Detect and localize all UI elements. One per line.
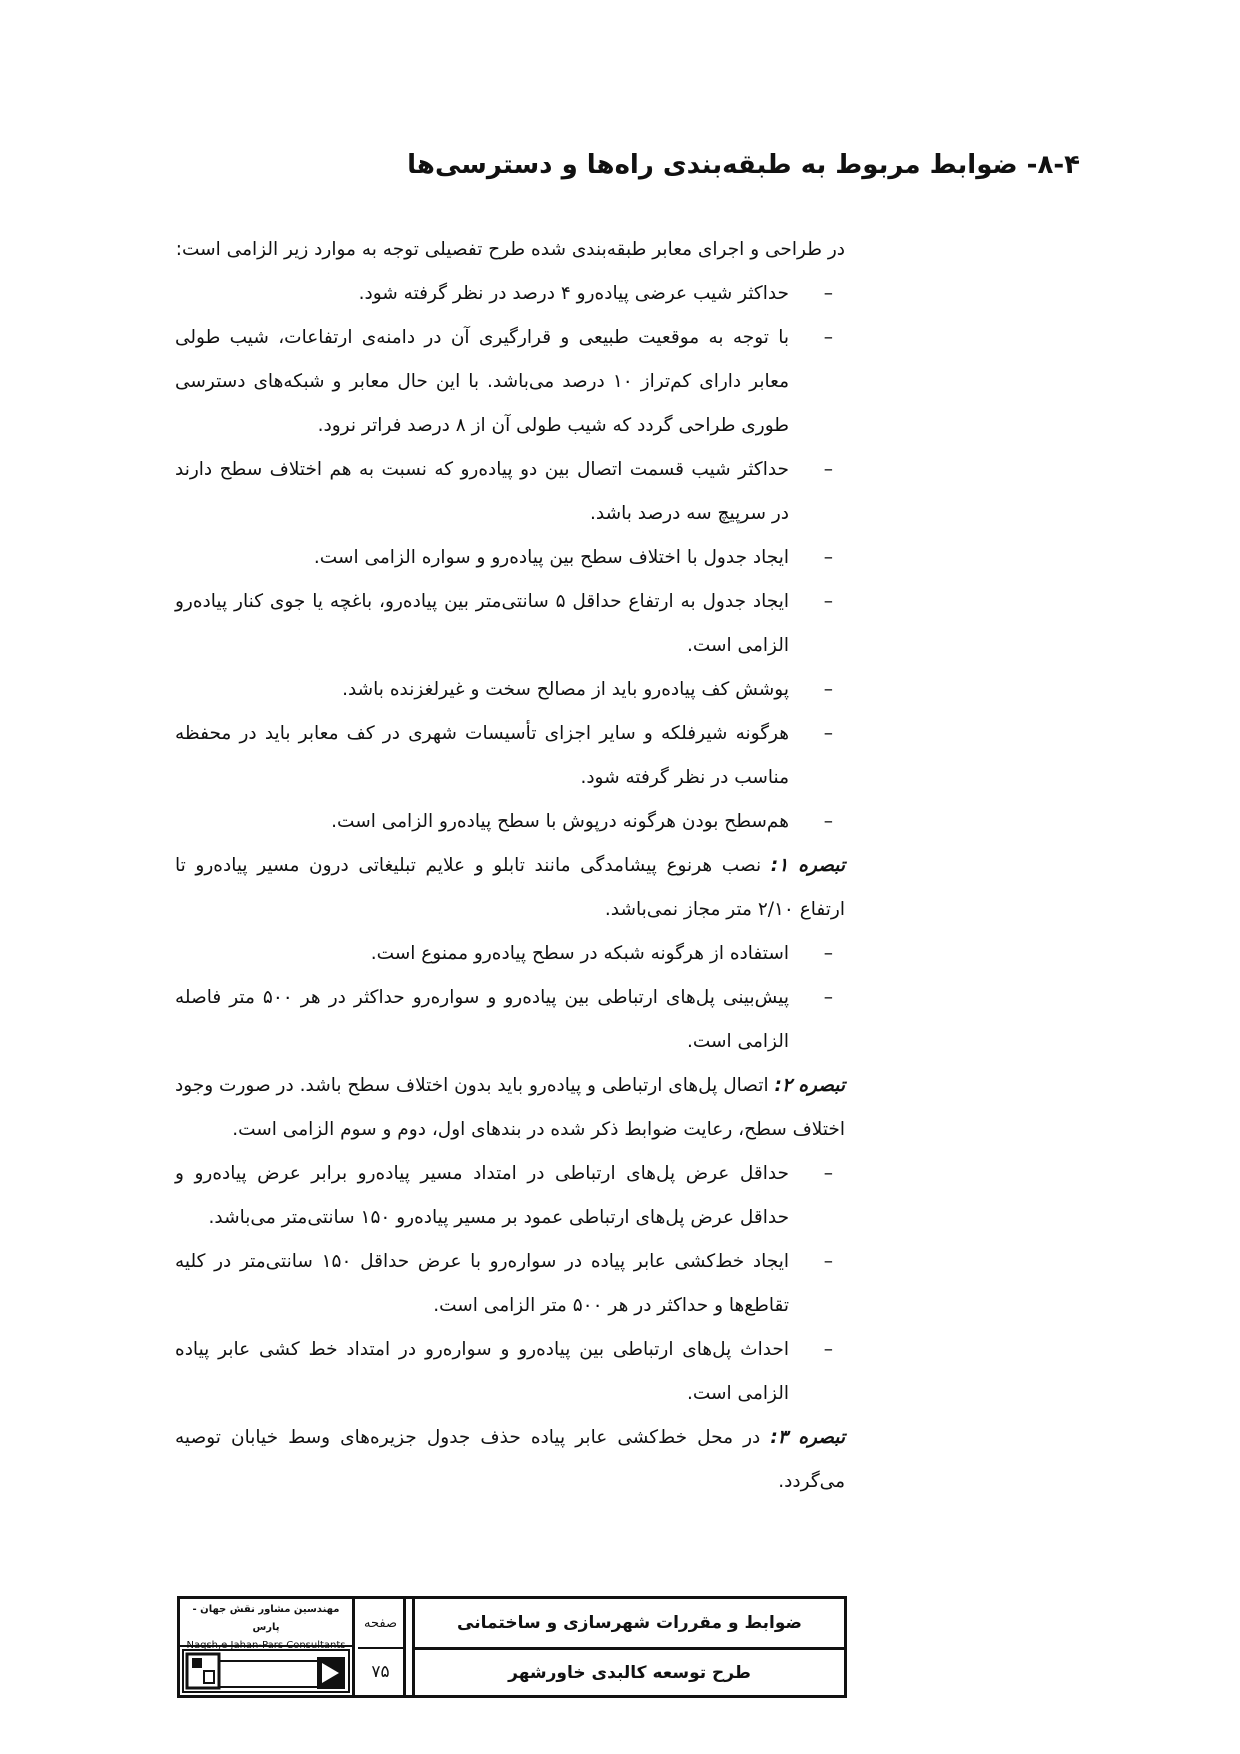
firm-cell [180,1599,355,1695]
titles-cell [412,1599,844,1695]
document-title: ضوابط و مقررات شهرسازی و ساختمانی [415,1599,844,1650]
list-item: – پیش‌بینی پل‌های ارتباطی بین پیاده‌رو و سواره‌رو حداکثر در هر ۵۰۰ متر فاصله الزامی است. [175,976,845,1064]
note-3 [175,1416,845,1504]
title-block [177,1596,847,1698]
section-heading: ۸-۴- ضوابط مربوط به طبقه‌بندی راه‌ها و دسترسی‌ها [407,150,1080,180]
list-item: – هم‌سطح بودن هرگونه درپوش با سطح پیاده‌رو الزامی است. [175,800,845,844]
note-1-label: تبصره ۱: [770,855,845,876]
firm-name-en: Naqsh,e Jahan-Pars Consultants [186,1640,346,1651]
note-1-text: نصب هرنوع پیشامدگی مانند تابلو و علایم تبلیغاتی درون مسیر پیاده‌رو تا ارتفاع ۲/۱۰ متر مجاز نمی‌باشد. [175,855,845,920]
note-3-label: تبصره ۳: [770,1427,846,1448]
firm-name [180,1601,352,1651]
list-item: – استفاده از هرگونه شبکه در سطح پیاده‌رو ممنوع است. [175,932,845,976]
note-1 [175,844,845,932]
list-item: – با توجه به موقعیت طبیعی و قرارگیری آن در دامنه‌ی ارتفاعات، شیب طولی معابر دارای کم‌تراز ۱۰ درصد می‌باشد. با این حال معابر و شبکه‌های دسترسی طوری طراحی گردد که شیب طولی آن از ۸ درصد فراتر نرود. [175,316,845,448]
list-item: – ایجاد جدول با اختلاف سطح بین پیاده‌رو و سواره الزامی است. [175,536,845,580]
project-title: طرح توسعه کالبدی خاورشهر [508,1662,751,1683]
list-item: – ایجاد جدول به ارتفاع حداقل ۵ سانتی‌متر بین پیاده‌رو، باغچه یا جوی کنار پیاده‌رو الزامی است. [175,580,845,668]
list-item: – ایجاد خط‌کشی عابر پیاده در سواره‌رو با عرض حداقل ۱۵۰ سانتی‌متر در کلیه تقاطع‌ها و حداکثر در هر ۵۰۰ متر الزامی است. [175,1240,845,1328]
rules-list-a [175,272,845,844]
firm-logo-icon [182,1649,350,1693]
note-2 [175,1064,845,1152]
list-item: – حداکثر شیب قسمت اتصال بین دو پیاده‌رو که نسبت به هم اختلاف سطح دارند در سرپیچ سه درصد باشد. [175,448,845,536]
note-3-text: در محل خط‌کشی عابر پیاده حذف جدول جزیره‌های وسط خیابان توصیه می‌گردد. [175,1427,845,1492]
list-item: – احداث پل‌های ارتباطی بین پیاده‌رو و سواره‌رو در امتداد خط کشی عابر پیاده الزامی است. [175,1328,845,1416]
list-item: – حداکثر شیب عرضی پیاده‌رو ۴ درصد در نظر گرفته شود. [175,272,845,316]
list-item: – هرگونه شیرفلکه و سایر اجزای تأسیسات شهری در کف معابر باید در محفظه مناسب در نظر گرفته شود. [175,712,845,800]
firm-name-fa: مهندسین مشاور نقش جهان - پارس [192,1604,340,1633]
list-item: – حداقل عرض پل‌های ارتباطی در امتداد مسیر پیاده‌رو برابر عرض پیاده‌رو و حداقل عرض پل‌های ارتباطی عمود بر مسیر پیاده‌رو ۱۵۰ سانتی‌متر می‌باشد. [175,1152,845,1240]
page-number: ۷۵ [371,1662,390,1682]
document-body [175,228,845,1504]
note-2-text: اتصال پل‌های ارتباطی و پیاده‌رو باید بدون اختلاف سطح باشد. در صورت وجود اختلاف سطح، رعایت ضوابط ذکر شده در بندهای اول، دوم و سوم الزامی است. [175,1075,845,1140]
page-cell [358,1599,406,1695]
page-label: صفحه [358,1599,403,1649]
list-item: – پوشش کف پیاده‌رو باید از مصالح سخت و غیرلغزنده باشد. [175,668,845,712]
note-2-label: تبصره ۲: [774,1075,845,1096]
rules-list-c [175,1152,845,1416]
rules-list-b [175,932,845,1064]
intro-paragraph: در طراحی و اجرای معابر طبقه‌بندی شده طرح تفصیلی توجه به موارد زیر الزامی است: [175,239,845,260]
